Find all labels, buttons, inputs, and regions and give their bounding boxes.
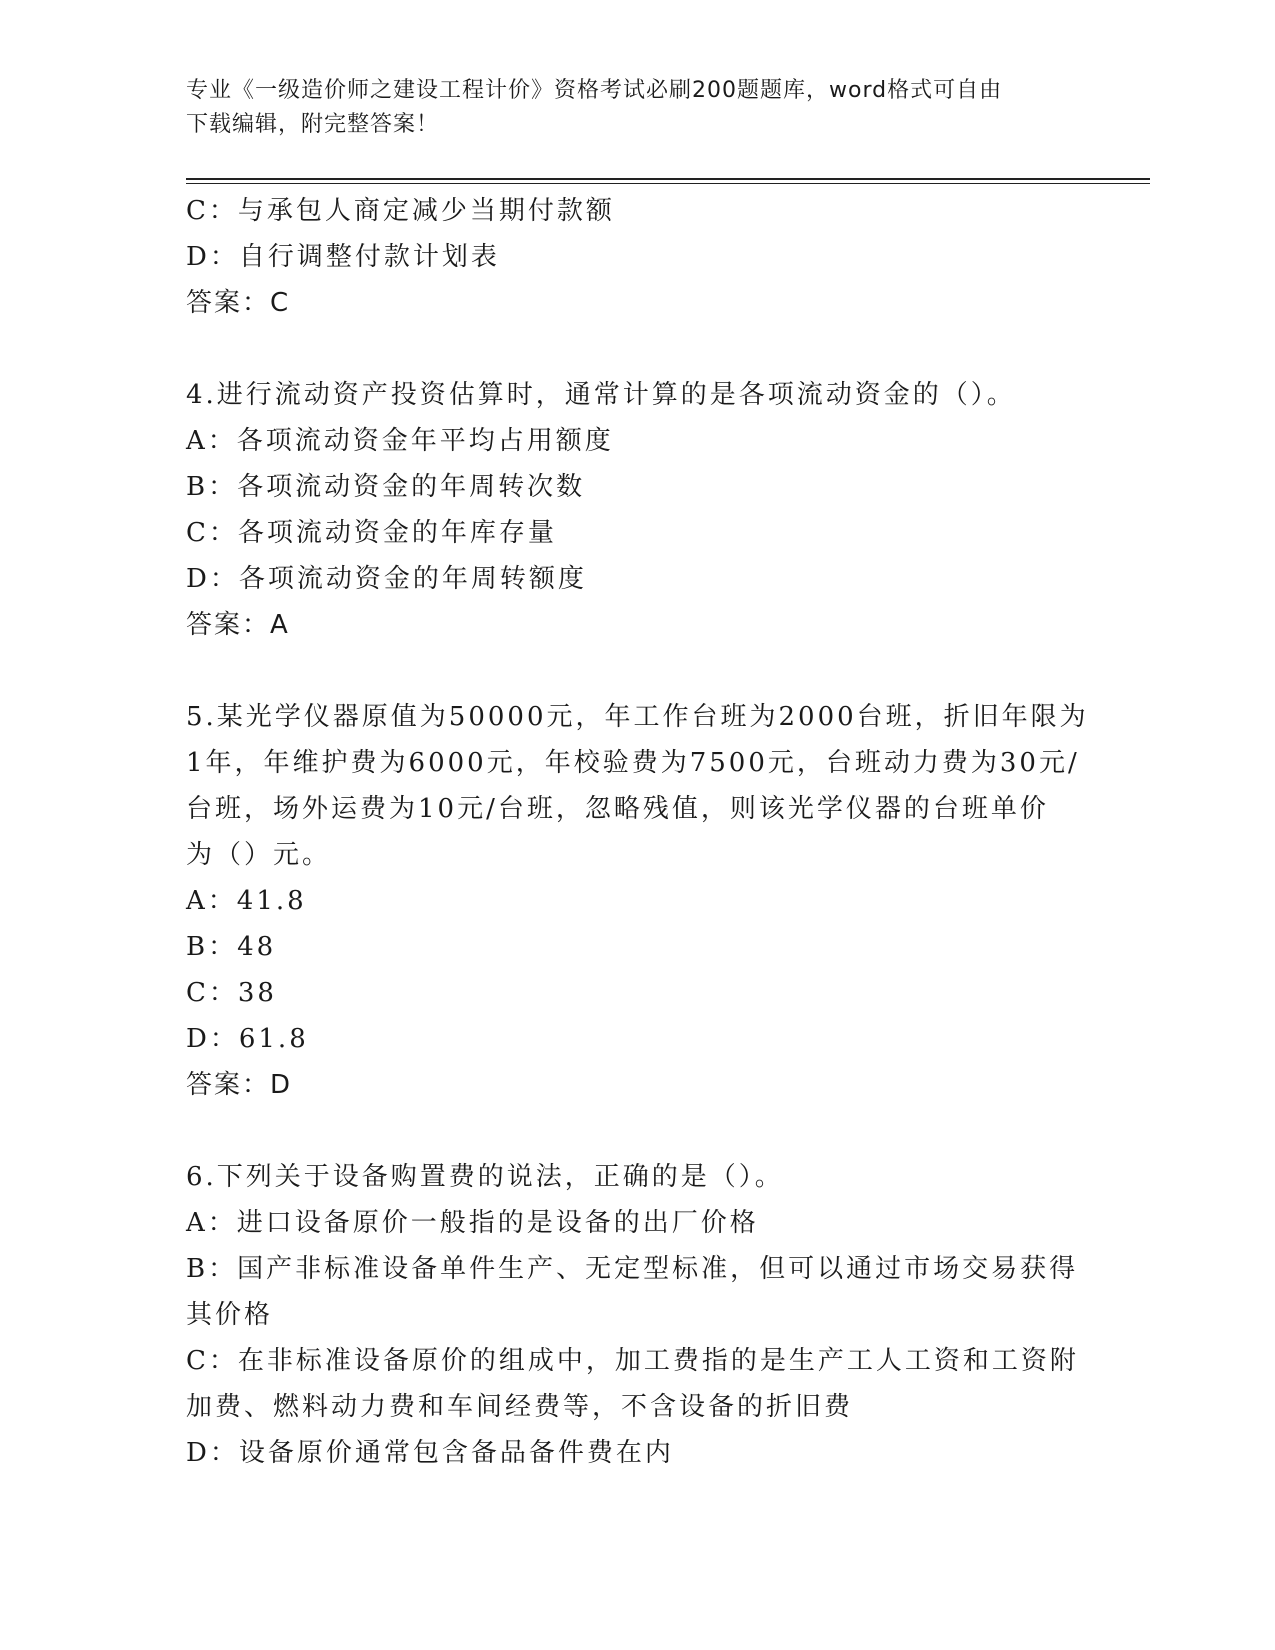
spacer [186, 1108, 1086, 1154]
question-5 [186, 694, 1089, 1108]
header-divider-thick [186, 178, 1150, 180]
q5-option-b: B：48 [186, 932, 277, 962]
q4-option-c: C：各项流动资金的年库存量 [186, 518, 557, 548]
question-4 [186, 372, 1086, 648]
q5-option-c: C：38 [186, 978, 277, 1008]
q5-stem-line-2: 1年，年维护费为6000元，年校验费为7500元，台班动力费为30元/ [186, 748, 1080, 778]
q6-option-a: A：进口设备原价一般指的是设备的出厂价格 [186, 1208, 759, 1238]
q4-stem: 4.进行流动资产投资估算时，通常计算的是各项流动资金的（）。 [186, 380, 1016, 410]
q5-stem-line-1: 5.某光学仪器原值为50000元，年工作台班为2000台班，折旧年限为 [186, 702, 1089, 732]
header-line-2: 下载编辑，附完整答案！ [186, 112, 440, 137]
q6-option-b-line-2: 其价格 [186, 1300, 274, 1330]
question-3-tail [186, 188, 1086, 326]
q6-stem: 6.下列关于设备购置费的说法，正确的是（）。 [186, 1162, 784, 1192]
spacer [186, 648, 1086, 694]
q5-option-d: D：61.8 [186, 1024, 309, 1054]
q3-option-c: C：与承包人商定减少当期付款额 [186, 196, 615, 226]
header-divider-thin [186, 183, 1150, 184]
q5-option-a: A：41.8 [186, 886, 307, 916]
q5-stem-line-4: 为（）元。 [186, 840, 332, 870]
header-line-1: 专业《一级造价师之建设工程计价》资格考试必刷200题题库，word格式可自由 [186, 78, 1003, 103]
q3-option-d: D：自行调整付款计划表 [186, 242, 500, 272]
q4-option-b: B：各项流动资金的年周转次数 [186, 472, 586, 502]
q6-option-d: D：设备原价通常包含备品备件费在内 [186, 1438, 674, 1468]
spacer [186, 326, 1086, 372]
q6-option-c-line-2: 加费、燃料动力费和车间经费等，不含设备的折旧费 [186, 1392, 854, 1422]
page-header [186, 74, 1086, 142]
q4-answer: 答案：A [186, 610, 290, 640]
question-6 [186, 1154, 1086, 1476]
question-content [186, 188, 1089, 1476]
q3-answer: 答案：C [186, 288, 291, 318]
q4-option-d: D：各项流动资金的年周转额度 [186, 564, 587, 594]
q4-option-a: A：各项流动资金年平均占用额度 [186, 426, 614, 456]
q5-answer: 答案：D [186, 1070, 293, 1100]
q5-stem-line-3: 台班，场外运费为10元/台班，忽略残值，则该光学仪器的台班单价 [186, 794, 1049, 824]
q6-option-b-line-1: B：国产非标准设备单件生产、无定型标准，但可以通过市场交易获得 [186, 1254, 1079, 1284]
q6-option-c-line-1: C：在非标准设备原价的组成中，加工费指的是生产工人工资和工资附 [186, 1346, 1079, 1376]
